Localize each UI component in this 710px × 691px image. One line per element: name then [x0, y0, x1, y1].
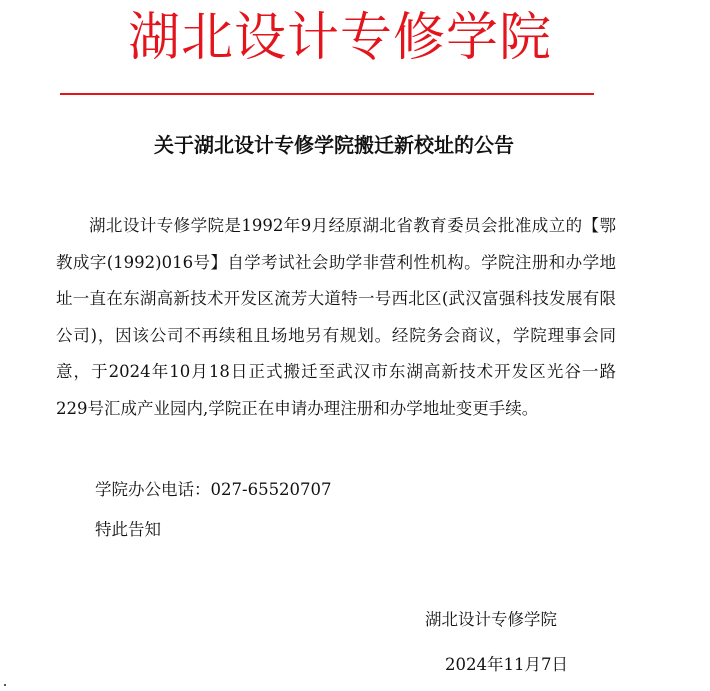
signature-date: 2024年11月7日 — [445, 655, 568, 674]
red-divider-rule — [60, 93, 594, 95]
notice-title: 关于湖北设计专修学院搬迁新校址的公告 — [154, 133, 514, 157]
closing-remark: 特此告知 — [95, 520, 161, 539]
notice-body-paragraph: 湖北设计专修学院是1992年9月经原湖北省教育委员会批准成立的【鄂教成字(1992)016号】自学考试社会助学非营利性机构。学院注册和办学地址一直在东湖高新技术开发区流芳大道特一号西北区(武汉富强科技发展有限公司)，因该公司不再续租且场地另有规划。经院务会商议，学院理事会同意，于2024年10月18日正式搬迁至武汉市东湖高新技术开发区光谷一路229号汇成产业园内,学院正在申请办理注册和办学地址变更手续。 — [56, 216, 616, 418]
signature-organization: 湖北设计专修学院 — [425, 610, 557, 629]
institution-masthead: 湖北设计专修学院 — [127, 8, 552, 68]
page-edge-mark — [4, 684, 6, 686]
office-phone-line: 学院办公电话：027-65520707 — [95, 480, 332, 499]
